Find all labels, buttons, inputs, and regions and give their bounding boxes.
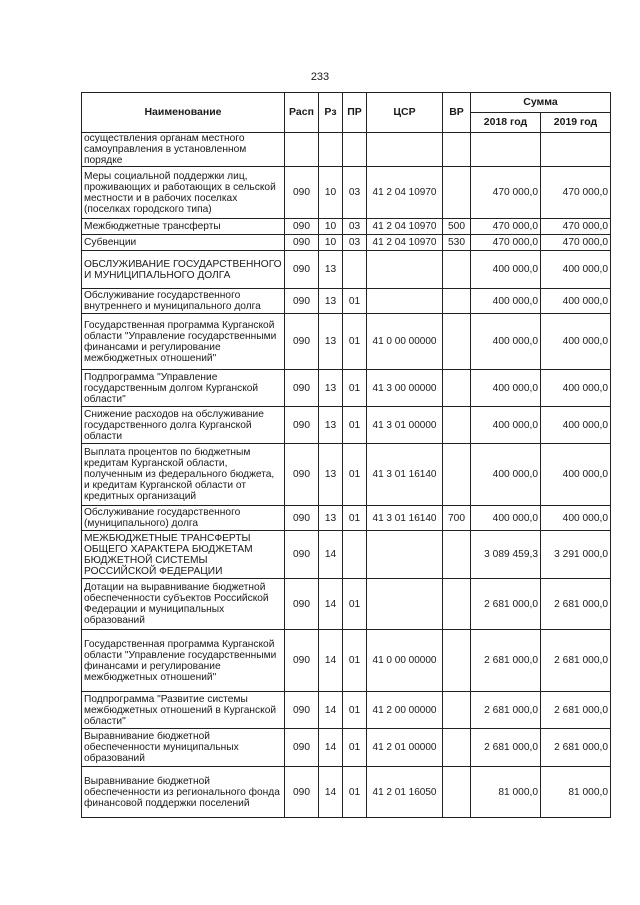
row-vr bbox=[443, 729, 471, 767]
row-name: осуществления органам местного самоуправления в установленном порядке bbox=[82, 133, 285, 167]
row-rasp: 090 bbox=[285, 314, 319, 370]
row-csr: 41 3 01 16140 bbox=[367, 506, 443, 531]
table-row bbox=[82, 370, 611, 407]
row-csr bbox=[367, 579, 443, 630]
row-name: Обслуживание государственного внутреннего и муниципального долга bbox=[82, 289, 285, 314]
header-vr: ВР bbox=[443, 93, 471, 133]
table-header bbox=[82, 93, 611, 133]
row-pr: 01 bbox=[343, 407, 367, 444]
row-sum-2018: 400 000,0 bbox=[471, 314, 541, 370]
row-csr: 41 0 00 00000 bbox=[367, 314, 443, 370]
row-rz: 13 bbox=[319, 251, 343, 289]
row-pr: 01 bbox=[343, 506, 367, 531]
row-rz: 10 bbox=[319, 235, 343, 251]
table-row bbox=[82, 506, 611, 531]
row-name: Государственная программа Курганской области "Управление государственными финансами и регулирование межбюджетных отношений" bbox=[82, 314, 285, 370]
table-row bbox=[82, 289, 611, 314]
table-row bbox=[82, 531, 611, 579]
row-vr bbox=[443, 370, 471, 407]
table-row bbox=[82, 314, 611, 370]
row-sum-2018: 2 681 000,0 bbox=[471, 630, 541, 692]
table-row bbox=[82, 133, 611, 167]
header-sum: Сумма bbox=[471, 93, 611, 113]
row-vr: 530 bbox=[443, 235, 471, 251]
row-sum-2019: 3 291 000,0 bbox=[541, 531, 611, 579]
row-pr: 01 bbox=[343, 444, 367, 506]
row-csr: 41 3 00 00000 bbox=[367, 370, 443, 407]
header-csr: ЦСР bbox=[367, 93, 443, 133]
table-row bbox=[82, 235, 611, 251]
row-sum-2019: 400 000,0 bbox=[541, 506, 611, 531]
row-vr bbox=[443, 289, 471, 314]
table-row bbox=[82, 729, 611, 767]
row-sum-2018: 400 000,0 bbox=[471, 289, 541, 314]
row-rasp: 090 bbox=[285, 289, 319, 314]
row-sum-2018: 470 000,0 bbox=[471, 167, 541, 219]
row-sum-2019: 400 000,0 bbox=[541, 289, 611, 314]
budget-table bbox=[81, 92, 611, 818]
row-rz bbox=[319, 133, 343, 167]
table-row bbox=[82, 767, 611, 818]
row-sum-2018: 2 681 000,0 bbox=[471, 692, 541, 729]
row-pr: 01 bbox=[343, 630, 367, 692]
row-pr: 01 bbox=[343, 729, 367, 767]
row-csr bbox=[367, 531, 443, 579]
row-name: Межбюджетные трансферты bbox=[82, 219, 285, 235]
table-row bbox=[82, 444, 611, 506]
row-rasp: 090 bbox=[285, 370, 319, 407]
row-rasp: 090 bbox=[285, 692, 319, 729]
row-sum-2019: 400 000,0 bbox=[541, 370, 611, 407]
row-name: Выравнивание бюджетной обеспеченности из регионального фонда финансовой поддержки поселений bbox=[82, 767, 285, 818]
row-sum-2018: 400 000,0 bbox=[471, 370, 541, 407]
row-csr: 41 2 01 00000 bbox=[367, 729, 443, 767]
row-pr: 01 bbox=[343, 579, 367, 630]
row-rz: 14 bbox=[319, 729, 343, 767]
row-rasp: 090 bbox=[285, 235, 319, 251]
row-sum-2018: 81 000,0 bbox=[471, 767, 541, 818]
row-pr bbox=[343, 531, 367, 579]
row-sum-2018: 470 000,0 bbox=[471, 219, 541, 235]
row-rz: 14 bbox=[319, 531, 343, 579]
row-pr: 01 bbox=[343, 692, 367, 729]
row-sum-2019: 2 681 000,0 bbox=[541, 630, 611, 692]
row-csr: 41 2 01 16050 bbox=[367, 767, 443, 818]
row-vr bbox=[443, 314, 471, 370]
row-sum-2018: 470 000,0 bbox=[471, 235, 541, 251]
page-number: 233 bbox=[310, 71, 330, 83]
row-sum-2019: 400 000,0 bbox=[541, 444, 611, 506]
row-sum-2018: 400 000,0 bbox=[471, 251, 541, 289]
row-pr: 03 bbox=[343, 219, 367, 235]
row-pr: 01 bbox=[343, 767, 367, 818]
row-name: Снижение расходов на обслуживание государственного долга Курганской области bbox=[82, 407, 285, 444]
row-csr bbox=[367, 133, 443, 167]
row-name: Дотации на выравнивание бюджетной обеспеченности субъектов Российской Федерации и муниципальных образований bbox=[82, 579, 285, 630]
row-rz: 14 bbox=[319, 630, 343, 692]
row-name: Подпрограмма "Развитие системы межбюджетных отношений в Курганской области" bbox=[82, 692, 285, 729]
row-rasp: 090 bbox=[285, 506, 319, 531]
table-row bbox=[82, 630, 611, 692]
row-vr bbox=[443, 444, 471, 506]
table-row bbox=[82, 251, 611, 289]
row-csr: 41 2 00 00000 bbox=[367, 692, 443, 729]
row-vr bbox=[443, 767, 471, 818]
row-rasp bbox=[285, 133, 319, 167]
row-rz: 13 bbox=[319, 506, 343, 531]
row-rz: 14 bbox=[319, 692, 343, 729]
header-rz: Рз bbox=[319, 93, 343, 133]
row-rasp: 090 bbox=[285, 630, 319, 692]
row-csr: 41 0 00 00000 bbox=[367, 630, 443, 692]
table-row bbox=[82, 167, 611, 219]
row-rz: 13 bbox=[319, 407, 343, 444]
table-row bbox=[82, 407, 611, 444]
row-sum-2019: 2 681 000,0 bbox=[541, 729, 611, 767]
row-sum-2019: 470 000,0 bbox=[541, 219, 611, 235]
row-sum-2019 bbox=[541, 133, 611, 167]
row-sum-2018: 3 089 459,3 bbox=[471, 531, 541, 579]
row-vr bbox=[443, 579, 471, 630]
row-sum-2018: 400 000,0 bbox=[471, 407, 541, 444]
row-rz: 13 bbox=[319, 314, 343, 370]
row-sum-2018: 400 000,0 bbox=[471, 506, 541, 531]
row-rasp: 090 bbox=[285, 444, 319, 506]
row-rasp: 090 bbox=[285, 219, 319, 235]
row-name: МЕЖБЮДЖЕТНЫЕ ТРАНСФЕРТЫ ОБЩЕГО ХАРАКТЕРА БЮДЖЕТАМ БЮДЖЕТНОЙ СИСТЕМЫ РОССИЙСКОЙ ФЕДЕРАЦИИ bbox=[82, 531, 285, 579]
row-rz: 13 bbox=[319, 370, 343, 407]
row-sum-2018: 2 681 000,0 bbox=[471, 729, 541, 767]
row-name: Государственная программа Курганской области "Управление государственными финансами и регулирование межбюджетных отношений" bbox=[82, 630, 285, 692]
row-rz: 13 bbox=[319, 444, 343, 506]
row-name: Выравнивание бюджетной обеспеченности муниципальных образований bbox=[82, 729, 285, 767]
row-name: ОБСЛУЖИВАНИЕ ГОСУДАРСТВЕННОГО И МУНИЦИПАЛЬНОГО ДОЛГА bbox=[82, 251, 285, 289]
row-rz: 13 bbox=[319, 289, 343, 314]
row-sum-2019: 470 000,0 bbox=[541, 167, 611, 219]
row-vr: 700 bbox=[443, 506, 471, 531]
row-rasp: 090 bbox=[285, 579, 319, 630]
row-vr bbox=[443, 251, 471, 289]
header-2019: 2019 год bbox=[541, 113, 611, 133]
row-pr: 01 bbox=[343, 314, 367, 370]
row-sum-2018: 2 681 000,0 bbox=[471, 579, 541, 630]
row-pr: 01 bbox=[343, 289, 367, 314]
row-rasp: 090 bbox=[285, 729, 319, 767]
row-csr: 41 3 01 16140 bbox=[367, 444, 443, 506]
row-pr: 03 bbox=[343, 167, 367, 219]
row-rasp: 090 bbox=[285, 407, 319, 444]
table-row bbox=[82, 219, 611, 235]
row-rasp: 090 bbox=[285, 167, 319, 219]
row-pr: 01 bbox=[343, 370, 367, 407]
row-rz: 14 bbox=[319, 579, 343, 630]
row-vr bbox=[443, 692, 471, 729]
row-name: Меры социальной поддержки лиц, проживающих и работающих в сельской местности и в рабочих поселках (поселках городского типа) bbox=[82, 167, 285, 219]
row-csr: 41 2 04 10970 bbox=[367, 219, 443, 235]
row-vr bbox=[443, 167, 471, 219]
row-sum-2019: 400 000,0 bbox=[541, 251, 611, 289]
row-name: Обслуживание государственного (муниципального) долга bbox=[82, 506, 285, 531]
row-sum-2019: 470 000,0 bbox=[541, 235, 611, 251]
row-vr bbox=[443, 133, 471, 167]
row-pr bbox=[343, 133, 367, 167]
row-csr bbox=[367, 251, 443, 289]
row-pr: 03 bbox=[343, 235, 367, 251]
table-row bbox=[82, 579, 611, 630]
row-csr: 41 2 04 10970 bbox=[367, 235, 443, 251]
header-2018: 2018 год bbox=[471, 113, 541, 133]
header-pr: ПР bbox=[343, 93, 367, 133]
header-rasp: Расп bbox=[285, 93, 319, 133]
row-sum-2019: 400 000,0 bbox=[541, 407, 611, 444]
row-vr bbox=[443, 407, 471, 444]
row-pr bbox=[343, 251, 367, 289]
row-csr: 41 3 01 00000 bbox=[367, 407, 443, 444]
row-rz: 14 bbox=[319, 767, 343, 818]
row-vr: 500 bbox=[443, 219, 471, 235]
row-vr bbox=[443, 531, 471, 579]
row-sum-2018: 400 000,0 bbox=[471, 444, 541, 506]
row-sum-2018 bbox=[471, 133, 541, 167]
row-csr bbox=[367, 289, 443, 314]
row-name: Выплата процентов по бюджетным кредитам Курганской области, полученным из федерального бюджета, и кредитам Курганской области от кредитных организаций bbox=[82, 444, 285, 506]
row-csr: 41 2 04 10970 bbox=[367, 167, 443, 219]
row-sum-2019: 400 000,0 bbox=[541, 314, 611, 370]
table-row bbox=[82, 692, 611, 729]
row-rasp: 090 bbox=[285, 251, 319, 289]
row-rz: 10 bbox=[319, 167, 343, 219]
header-name: Наименование bbox=[82, 93, 285, 133]
row-rasp: 090 bbox=[285, 531, 319, 579]
row-rz: 10 bbox=[319, 219, 343, 235]
row-rasp: 090 bbox=[285, 767, 319, 818]
row-sum-2019: 2 681 000,0 bbox=[541, 579, 611, 630]
row-vr bbox=[443, 630, 471, 692]
row-sum-2019: 81 000,0 bbox=[541, 767, 611, 818]
row-sum-2019: 2 681 000,0 bbox=[541, 692, 611, 729]
row-name: Подпрограмма "Управление государственным долгом Курганской области" bbox=[82, 370, 285, 407]
row-name: Субвенции bbox=[82, 235, 285, 251]
table-body bbox=[82, 133, 611, 818]
